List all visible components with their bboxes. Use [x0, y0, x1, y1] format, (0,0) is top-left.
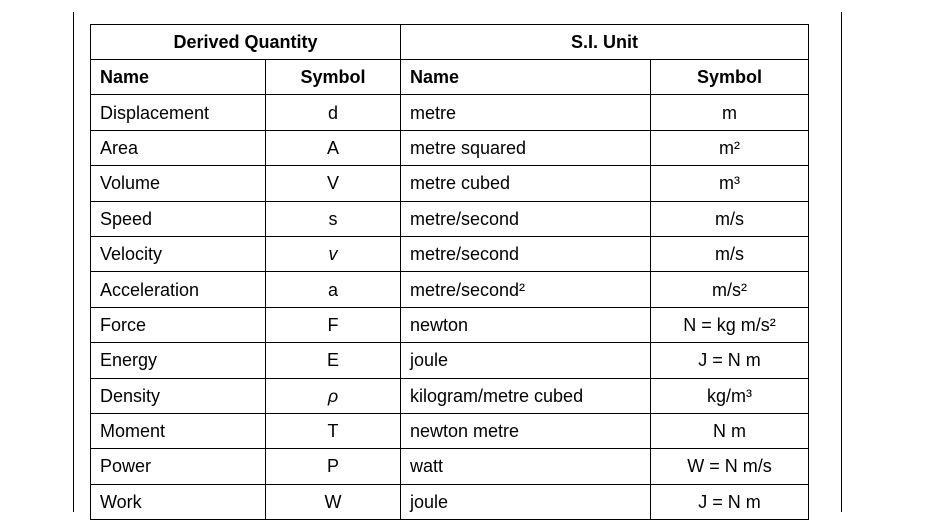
quantity-symbol-header: Symbol — [266, 60, 401, 95]
table-row — [91, 343, 809, 378]
quantity-symbol-cell: W — [266, 484, 401, 519]
unit-name-cell: metre/second² — [401, 272, 651, 307]
unit-symbol-cell: N = kg m/s² — [651, 307, 809, 342]
derived-quantity-header: Derived Quantity — [91, 25, 401, 60]
unit-symbol-cell: m/s — [651, 236, 809, 271]
unit-symbol-cell: J = N m — [651, 343, 809, 378]
page-right-rule — [841, 12, 842, 512]
unit-name-cell: metre/second — [401, 236, 651, 271]
unit-name-header: Name — [401, 60, 651, 95]
quantity-symbol-cell: a — [266, 272, 401, 307]
quantity-name-cell: Area — [91, 130, 266, 165]
quantity-name-cell: Moment — [91, 413, 266, 448]
unit-name-cell: kilogram/metre cubed — [401, 378, 651, 413]
unit-name-cell: newton metre — [401, 413, 651, 448]
unit-name-cell: newton — [401, 307, 651, 342]
quantity-name-cell: Work — [91, 484, 266, 519]
quantity-symbol-cell: s — [266, 201, 401, 236]
quantity-name-cell: Acceleration — [91, 272, 266, 307]
unit-symbol-cell: W = N m/s — [651, 449, 809, 484]
quantity-name-cell: Power — [91, 449, 266, 484]
unit-name-cell: joule — [401, 343, 651, 378]
quantity-symbol-cell: P — [266, 449, 401, 484]
quantity-name-cell: Volume — [91, 166, 266, 201]
unit-name-cell: joule — [401, 484, 651, 519]
quantity-symbol-cell: T — [266, 413, 401, 448]
derived-quantities-table — [90, 24, 809, 520]
table-row — [91, 166, 809, 201]
table-row — [91, 236, 809, 271]
page-left-rule — [73, 12, 74, 512]
table-row — [91, 130, 809, 165]
quantity-name-cell: Velocity — [91, 236, 266, 271]
unit-symbol-cell: J = N m — [651, 484, 809, 519]
unit-name-cell: metre cubed — [401, 166, 651, 201]
unit-symbol-cell: m/s — [651, 201, 809, 236]
quantity-name-cell: Energy — [91, 343, 266, 378]
unit-symbol-cell: kg/m³ — [651, 378, 809, 413]
quantity-name-cell: Force — [91, 307, 266, 342]
table-row — [91, 413, 809, 448]
quantity-symbol-cell: E — [266, 343, 401, 378]
quantity-symbol-cell: V — [266, 166, 401, 201]
quantity-name-cell: Density — [91, 378, 266, 413]
table-row — [91, 378, 809, 413]
quantity-symbol-cell: d — [266, 95, 401, 130]
unit-symbol-header: Symbol — [651, 60, 809, 95]
unit-symbol-cell: m — [651, 95, 809, 130]
unit-name-cell: metre/second — [401, 201, 651, 236]
table-row — [91, 272, 809, 307]
unit-name-cell: metre — [401, 95, 651, 130]
quantity-name-header: Name — [91, 60, 266, 95]
unit-name-cell: metre squared — [401, 130, 651, 165]
unit-symbol-cell: m² — [651, 130, 809, 165]
table-row — [91, 449, 809, 484]
quantity-name-cell: Displacement — [91, 95, 266, 130]
table-body — [91, 95, 809, 520]
si-unit-header: S.I. Unit — [401, 25, 809, 60]
unit-symbol-cell: m/s² — [651, 272, 809, 307]
unit-name-cell: watt — [401, 449, 651, 484]
unit-symbol-cell: m³ — [651, 166, 809, 201]
table-row — [91, 95, 809, 130]
quantity-symbol-cell: v — [266, 236, 401, 271]
quantity-symbol-cell: F — [266, 307, 401, 342]
quantity-symbol-cell: ρ — [266, 378, 401, 413]
table-row — [91, 201, 809, 236]
quantity-name-cell: Speed — [91, 201, 266, 236]
unit-symbol-cell: N m — [651, 413, 809, 448]
column-header-row — [91, 60, 809, 95]
quantity-symbol-cell: A — [266, 130, 401, 165]
table-row — [91, 307, 809, 342]
group-header-row — [91, 25, 809, 60]
table-row — [91, 484, 809, 519]
